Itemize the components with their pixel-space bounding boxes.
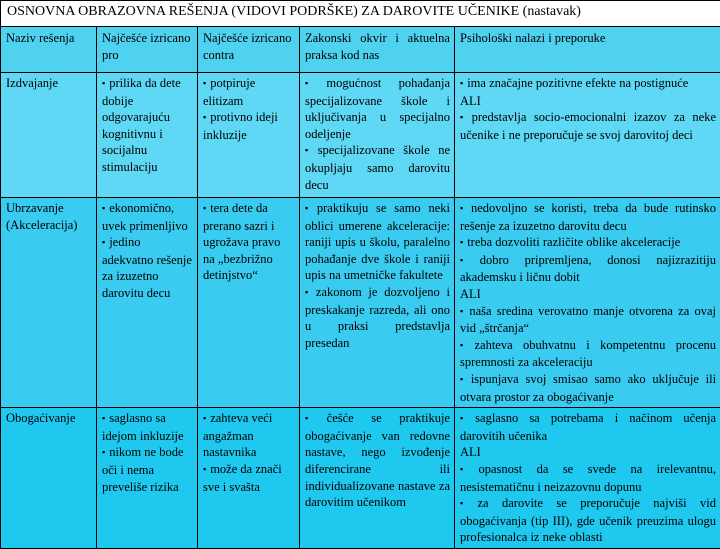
bullet-icon: ▪: [102, 237, 105, 247]
contra-cell: [198, 408, 300, 549]
cell-item-text: specijalizovane škole ne okupljaju samo darovitu decu: [305, 143, 450, 191]
cell-item: [102, 200, 193, 234]
cell-item: [102, 410, 193, 444]
bullet-icon: ▪: [305, 287, 312, 297]
cell-item-text: ALI: [460, 94, 481, 108]
bullet-icon: ▪: [203, 464, 206, 474]
bullet-icon: ▪: [460, 112, 468, 122]
psych-cell: [455, 73, 720, 198]
bullet-icon: ▪: [102, 203, 105, 213]
header-contra: Najčešće izricano contra: [198, 27, 300, 73]
header-zakonski-okvir: Zakonski okvir i aktuelna praksa kod nas: [300, 27, 455, 73]
psych-cell: [455, 408, 720, 549]
cell-item-text: jedino adekvatno rešenje za izuzetno darovitu decu: [102, 235, 192, 300]
bullet-icon: ▪: [305, 78, 322, 88]
cell-item: [203, 200, 295, 284]
cell-item: [460, 93, 716, 110]
bullet-icon: ▪: [460, 237, 463, 247]
cell-item-text: ALI: [460, 445, 481, 459]
row-name: Izdvajanje: [6, 76, 58, 90]
bullet-icon: ▪: [460, 340, 470, 350]
cell-item: [460, 303, 716, 337]
table-row: [1, 73, 720, 198]
bullet-icon: ▪: [460, 498, 473, 508]
cell-item-text: ALI: [460, 287, 481, 301]
cell-item-text: opasnost da se svede na irelevantnu, nesistematičnu i neizazovnu dopunu: [460, 462, 716, 494]
bullet-icon: ▪: [460, 203, 467, 213]
cell-item-text: ispunjava svoj smisao samo ako uključuje ili otvara prostor za obogaćivanje: [460, 372, 716, 404]
bullet-icon: ▪: [203, 78, 206, 88]
cell-item: [305, 142, 450, 193]
cell-item-text: češće se praktikuje obogaćivanje van redovne nastave, nego izvođenje diferencirane ili individualizovane nastave za darovitim učenikom: [305, 411, 450, 509]
cell-item-text: zahteva veći angažman nastavnika: [203, 411, 272, 459]
cell-item: [460, 371, 716, 405]
cell-item-text: praktikuju se samo neki oblici umerene akceleracije: raniji upis u školu, paralelno pohađanje dve škole i raniji upis na umetničke fakultete: [305, 201, 450, 282]
table-title: OSNOVNA OBRAZOVNA REŠENJA (VIDOVI PODRŠKE) ZA DAROVITE UČENIKE (nastavak): [1, 1, 720, 27]
bullet-icon: ▪: [102, 413, 105, 423]
bullet-icon: ▪: [305, 145, 314, 155]
cell-item: [203, 75, 295, 109]
table-row: [1, 408, 720, 549]
cell-item: [305, 410, 450, 511]
cell-item: [203, 410, 295, 461]
cell-item: [460, 461, 716, 495]
cell-item: [460, 444, 716, 461]
bullet-icon: ▪: [203, 203, 206, 213]
legal-cell: [300, 198, 455, 408]
cell-item: [460, 410, 716, 444]
bullet-icon: ▪: [305, 203, 313, 213]
bullet-icon: ▪: [102, 447, 105, 457]
cell-item-text: predstavlja socio-emocionalni izazov za neke učenike i ne preporučuje se svoj darovitoj deci: [460, 110, 716, 142]
header-pro: Najčešće izricano pro: [97, 27, 198, 73]
bullet-icon: ▪: [460, 374, 467, 384]
cell-item: [460, 495, 716, 546]
cell-item-text: nedovoljno se koristi, treba da bude rutinsko rešenje za izuzetno darovitu decu: [460, 201, 716, 233]
title-row: [1, 1, 720, 27]
row-name: Obogaćivanje: [6, 411, 75, 425]
row-name: Ubrzavanje (Akceleracija): [6, 201, 77, 232]
cell-item-text: ima značajne pozitivne efekte na postignuće: [467, 76, 688, 90]
cell-item-text: protivno ideji inkluzije: [203, 110, 278, 142]
cell-item: [305, 284, 450, 351]
bullet-icon: ▪: [460, 78, 463, 88]
cell-item-text: nikom ne bode oči i nema preveliše rizika: [102, 445, 184, 493]
pro-cell: [97, 73, 198, 198]
row-name-cell: [1, 198, 97, 408]
row-name-cell: [1, 73, 97, 198]
header-naziv-resenja: Naziv rešenja: [1, 27, 97, 73]
bullet-icon: ▪: [305, 413, 323, 423]
bullet-icon: ▪: [460, 255, 476, 265]
cell-item-text: zakonom je dozvoljeno i preskakanje razreda, ali ono u praksi predstavlja presedan: [305, 285, 450, 350]
legal-cell: [300, 408, 455, 549]
contra-cell: [198, 73, 300, 198]
cell-item-text: može da znači sve i svašta: [203, 462, 282, 494]
cell-item-text: zahteva obuhvatnu i kompetentnu procenu spremnosti za akceleraciju: [460, 338, 716, 370]
cell-item-text: ekonomično, uvek primenljivo: [102, 201, 188, 233]
cell-item: [460, 234, 716, 252]
bullet-icon: ▪: [102, 78, 105, 88]
contra-cell: [198, 198, 300, 408]
cell-item: [460, 75, 716, 93]
bullet-icon: ▪: [460, 464, 474, 474]
row-name-cell: [1, 408, 97, 549]
cell-item-text: potpiruje elitizam: [203, 76, 255, 108]
header-psiholoski-nalazi: Psihološki nalazi i preporuke: [455, 27, 720, 73]
cell-item: [460, 337, 716, 371]
cell-item: [203, 109, 295, 143]
header-row: [1, 27, 720, 73]
cell-item: [460, 252, 716, 286]
cell-item: [460, 200, 716, 234]
cell-item-text: saglasno sa potrebama i načinom učenja darovitih učenika: [460, 411, 716, 443]
cell-item-text: tera dete da prerano sazri i ugrožava pravo na „bezbrižno detinjstvo“: [203, 201, 280, 282]
pro-cell: [97, 198, 198, 408]
cell-item-text: mogućnost pohađanja specijalizovane škole i uključivanja u specijalno odeljenje: [305, 76, 450, 141]
cell-item: [102, 234, 193, 301]
cell-item: [305, 200, 450, 284]
table-row: [1, 198, 720, 408]
cell-item-text: dobro pripremljena, donosi najizrazitiju akademsku i ličnu dobit: [460, 253, 716, 285]
cell-item-text: treba dozvoliti različite oblike akceleracije: [467, 235, 680, 249]
legal-cell: [300, 73, 455, 198]
cell-item: [102, 75, 193, 176]
cell-item: [203, 461, 295, 495]
cell-item-text: prilika da dete dobije odgovarajuću kognitivnu i socijalnu stimulaciju: [102, 76, 181, 174]
psych-cell: [455, 198, 720, 408]
bullet-icon: ▪: [203, 112, 206, 122]
bullet-icon: ▪: [460, 306, 465, 316]
cell-item: [102, 444, 193, 495]
pro-cell: [97, 408, 198, 549]
cell-item: [305, 75, 450, 142]
bullet-icon: ▪: [203, 413, 206, 423]
cell-item: [460, 109, 716, 143]
cell-item-text: za darovite se preporučuje najviši vid obogaćivanja (tip III), gde učenik preuzima ulogu profesionalca iz neke oblasti: [460, 496, 716, 544]
cell-item-text: saglasno sa idejom inkluzije: [102, 411, 184, 443]
cell-item-text: naša sredina verovatno manje otvorena za ovaj vid „štrčanja“: [460, 304, 716, 336]
bullet-icon: ▪: [460, 413, 471, 423]
cell-item: [460, 286, 716, 303]
